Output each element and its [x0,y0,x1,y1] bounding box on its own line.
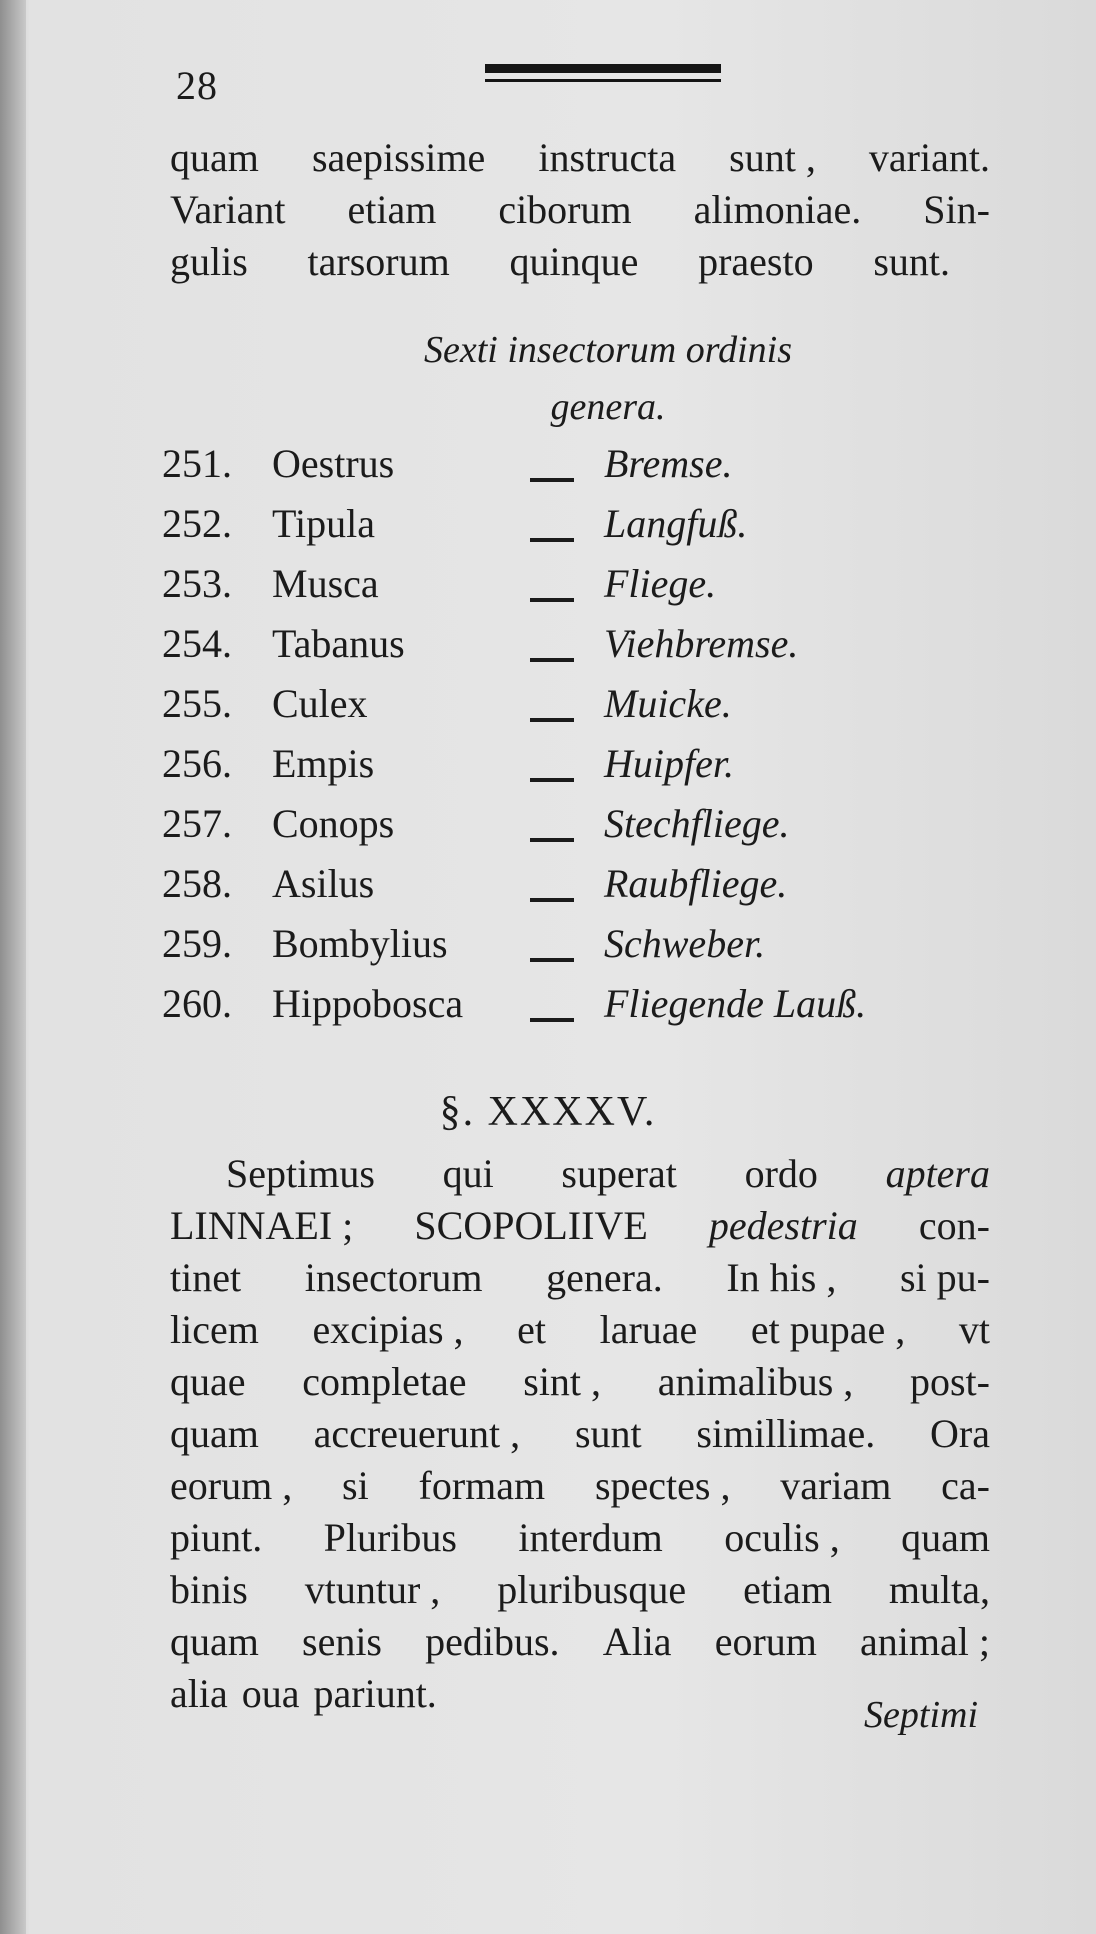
genus-number: 260. [162,981,232,1026]
genera-heading-continued: genera. [550,386,666,428]
text-line: quam accreuerunt , sunt simillimae. Ora [170,1411,990,1456]
dash-separator [530,778,574,782]
text-line: eorum , si formam spectes , variam ca- [170,1463,990,1508]
genus-latin-name: Conops [272,801,395,846]
genus-latin-name: Culex [272,681,368,726]
genus-latin-name: Asilus [272,861,375,906]
body-paragraph [170,1148,990,1720]
text-line: tinet insectorum genera. In his , si pu- [170,1255,990,1300]
genus-german-name: Langfuß. [604,501,748,546]
genus-german-name: Huipfer. [604,741,734,786]
text-line: quam saepissime instructa sunt , variant. [170,135,990,180]
genus-entry [162,560,962,620]
text-line: licem excipias , et laruae et pupae , vt [170,1307,990,1352]
genera-heading: Sexti insectorum ordinis [424,329,792,371]
text-line: binis vtuntur , pluribusque etiam multa, [170,1567,990,1612]
genus-number: 252. [162,501,232,546]
genus-number: 259. [162,921,232,966]
genus-latin-name: Hippobosca [272,981,464,1026]
text-line: Variant etiam ciborum alimoniae. Sin- [170,187,990,232]
text-line: gulis tarsorum quinque praesto sunt. [170,239,950,284]
page-number: 28 [176,63,218,108]
dash-separator [530,478,574,482]
genus-entry [162,500,962,560]
genus-german-name: Fliege. [604,561,717,606]
genus-number: 257. [162,801,232,846]
genus-entry [162,740,962,800]
dash-separator [530,538,574,542]
genus-entry [162,620,962,680]
dash-separator [530,838,574,842]
dash-separator [530,958,574,962]
text-line: alia oua pariunt. [170,1671,437,1716]
genus-entry [162,980,962,1040]
genera-list [162,440,962,1040]
genus-latin-name: Empis [272,741,375,786]
genus-number: 254. [162,621,232,666]
genus-german-name: Bremse. [604,441,733,486]
genus-german-name: Schweber. [604,921,766,966]
genus-german-name: Raubfliege. [604,861,788,906]
genus-number: 251. [162,441,232,486]
genus-entry [162,800,962,860]
genus-latin-name: Tabanus [272,621,405,666]
text-line: Septimus qui superat ordo aptera [226,1151,990,1196]
genus-latin-name: Bombylius [272,921,448,966]
genus-german-name: Viehbremse. [604,621,799,666]
genus-number: 256. [162,741,232,786]
genus-latin-name: Oestrus [272,441,395,486]
dash-separator [530,718,574,722]
section-heading: §. XXXXV. [439,1089,657,1135]
dash-separator [530,1018,574,1022]
genus-entry [162,440,962,500]
genus-latin-name: Tipula [272,501,376,546]
text-line: piunt. Pluribus interdum oculis , quam [170,1515,990,1560]
genus-latin-name: Musca [272,561,379,606]
genus-german-name: Fliegende Lauß. [604,981,867,1026]
genus-german-name: Stechfliege. [604,801,790,846]
page-gutter-edge [0,0,26,1934]
genus-number: 253. [162,561,232,606]
genus-german-name: Muicke. [604,681,732,726]
text-line: LINNAEI ; SCOPOLIIVE pedestria con- [170,1203,990,1248]
header-rule [485,64,721,84]
text-line: quam senis pedibus. Alia eorum animal ; [170,1619,990,1664]
dash-separator [530,598,574,602]
top-paragraph [170,132,990,288]
genus-entry [162,860,962,920]
text-line: quae completae sint , animalibus , post- [170,1359,990,1404]
catchword: Septimi [864,1694,978,1736]
dash-separator [530,658,574,662]
genus-number: 255. [162,681,232,726]
dash-separator [530,898,574,902]
genus-number: 258. [162,861,232,906]
genus-entry [162,680,962,740]
genus-entry [162,920,962,980]
